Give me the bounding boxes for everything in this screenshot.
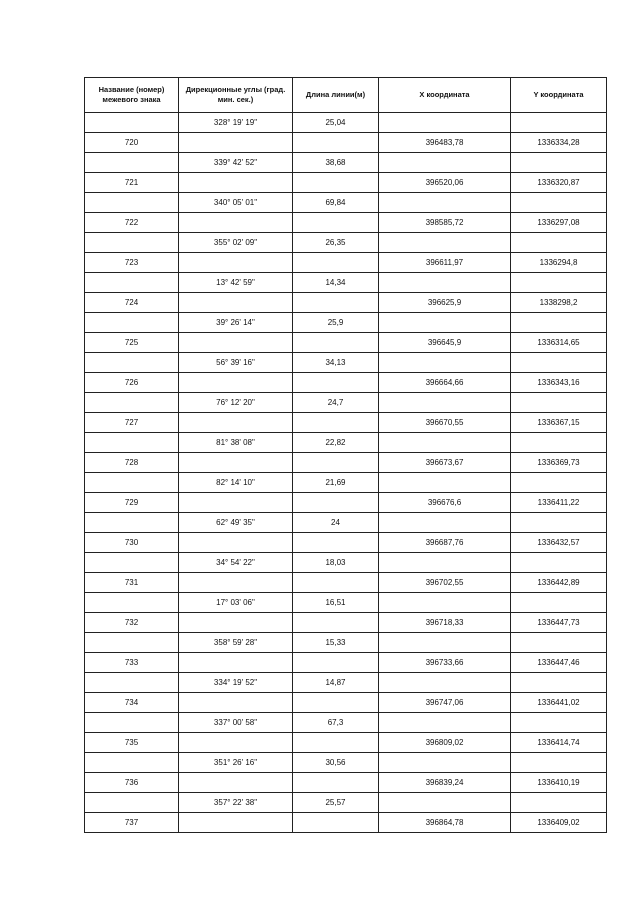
direction-angle-cell: 17° 03' 06" bbox=[179, 593, 293, 613]
empty-cell bbox=[293, 653, 379, 673]
empty-cell bbox=[511, 593, 607, 613]
empty-cell bbox=[179, 133, 293, 153]
line-row bbox=[85, 713, 607, 733]
line-row bbox=[85, 153, 607, 173]
point-row bbox=[85, 333, 607, 353]
line-length-cell: 24,7 bbox=[293, 393, 379, 413]
point-row bbox=[85, 493, 607, 513]
empty-cell bbox=[179, 333, 293, 353]
line-row bbox=[85, 753, 607, 773]
empty-cell bbox=[511, 473, 607, 493]
x-coordinate-cell: 398585,72 bbox=[379, 213, 511, 233]
empty-cell bbox=[379, 753, 511, 773]
empty-cell bbox=[511, 793, 607, 813]
y-coordinate-cell: 1336367,15 bbox=[511, 413, 607, 433]
empty-cell bbox=[179, 373, 293, 393]
x-coordinate-cell: 396718,33 bbox=[379, 613, 511, 633]
empty-cell bbox=[85, 233, 179, 253]
point-name-cell: 734 bbox=[85, 693, 179, 713]
line-row bbox=[85, 513, 607, 533]
empty-cell bbox=[379, 433, 511, 453]
empty-cell bbox=[511, 713, 607, 733]
line-row bbox=[85, 233, 607, 253]
line-row bbox=[85, 313, 607, 333]
empty-cell bbox=[179, 693, 293, 713]
empty-cell bbox=[85, 673, 179, 693]
line-length-cell: 22,82 bbox=[293, 433, 379, 453]
point-row bbox=[85, 413, 607, 433]
y-coordinate-cell: 1336432,57 bbox=[511, 533, 607, 553]
point-row bbox=[85, 733, 607, 753]
y-coordinate-cell: 1336314,65 bbox=[511, 333, 607, 353]
empty-cell bbox=[85, 713, 179, 733]
line-row bbox=[85, 673, 607, 693]
empty-cell bbox=[379, 313, 511, 333]
empty-cell bbox=[511, 233, 607, 253]
empty-cell bbox=[179, 733, 293, 753]
empty-cell bbox=[179, 573, 293, 593]
empty-cell bbox=[293, 573, 379, 593]
direction-angle-cell: 81° 38' 08" bbox=[179, 433, 293, 453]
empty-cell bbox=[511, 513, 607, 533]
empty-cell bbox=[379, 553, 511, 573]
x-coordinate-cell: 396625,9 bbox=[379, 293, 511, 313]
point-row bbox=[85, 813, 607, 833]
line-length-cell: 25,57 bbox=[293, 793, 379, 813]
empty-cell bbox=[293, 293, 379, 313]
point-name-cell: 720 bbox=[85, 133, 179, 153]
line-length-cell: 14,34 bbox=[293, 273, 379, 293]
empty-cell bbox=[511, 433, 607, 453]
x-coordinate-cell: 396483,78 bbox=[379, 133, 511, 153]
x-coordinate-cell: 396702,55 bbox=[379, 573, 511, 593]
point-name-cell: 724 bbox=[85, 293, 179, 313]
x-coordinate-cell: 396687,76 bbox=[379, 533, 511, 553]
direction-angle-cell: 334° 19' 52" bbox=[179, 673, 293, 693]
point-row bbox=[85, 133, 607, 153]
x-coordinate-cell: 396664,66 bbox=[379, 373, 511, 393]
line-row bbox=[85, 353, 607, 373]
line-length-cell: 18,03 bbox=[293, 553, 379, 573]
point-row bbox=[85, 173, 607, 193]
empty-cell bbox=[511, 393, 607, 413]
empty-cell bbox=[511, 153, 607, 173]
empty-cell bbox=[179, 293, 293, 313]
empty-cell bbox=[293, 213, 379, 233]
empty-cell bbox=[85, 793, 179, 813]
y-coordinate-cell: 1336411,22 bbox=[511, 493, 607, 513]
line-length-cell: 69,84 bbox=[293, 193, 379, 213]
empty-cell bbox=[379, 233, 511, 253]
line-row bbox=[85, 553, 607, 573]
direction-angle-cell: 62° 49' 35" bbox=[179, 513, 293, 533]
empty-cell bbox=[85, 633, 179, 653]
y-coordinate-cell: 1336409,02 bbox=[511, 813, 607, 833]
empty-cell bbox=[179, 413, 293, 433]
point-row bbox=[85, 373, 607, 393]
empty-cell bbox=[379, 113, 511, 133]
empty-cell bbox=[85, 473, 179, 493]
empty-cell bbox=[379, 473, 511, 493]
point-row bbox=[85, 213, 607, 233]
empty-cell bbox=[293, 453, 379, 473]
point-name-cell: 731 bbox=[85, 573, 179, 593]
empty-cell bbox=[293, 413, 379, 433]
x-coordinate-cell: 396733,66 bbox=[379, 653, 511, 673]
line-length-cell: 21,69 bbox=[293, 473, 379, 493]
empty-cell bbox=[511, 273, 607, 293]
empty-cell bbox=[85, 313, 179, 333]
empty-cell bbox=[511, 313, 607, 333]
empty-cell bbox=[85, 553, 179, 573]
empty-cell bbox=[179, 773, 293, 793]
line-length-cell: 25,9 bbox=[293, 313, 379, 333]
empty-cell bbox=[379, 673, 511, 693]
direction-angle-cell: 357° 22' 38" bbox=[179, 793, 293, 813]
empty-cell bbox=[511, 193, 607, 213]
empty-cell bbox=[293, 693, 379, 713]
direction-angle-cell: 82° 14' 10" bbox=[179, 473, 293, 493]
empty-cell bbox=[179, 613, 293, 633]
empty-cell bbox=[85, 393, 179, 413]
line-row bbox=[85, 433, 607, 453]
empty-cell bbox=[179, 173, 293, 193]
empty-cell bbox=[379, 153, 511, 173]
empty-cell bbox=[379, 633, 511, 653]
empty-cell bbox=[85, 593, 179, 613]
empty-cell bbox=[379, 273, 511, 293]
line-length-cell: 25,04 bbox=[293, 113, 379, 133]
empty-cell bbox=[179, 533, 293, 553]
y-coordinate-cell: 1338298,2 bbox=[511, 293, 607, 313]
x-coordinate-cell: 396673,67 bbox=[379, 453, 511, 473]
line-length-cell: 14,87 bbox=[293, 673, 379, 693]
empty-cell bbox=[511, 553, 607, 573]
empty-cell bbox=[293, 133, 379, 153]
line-length-cell: 34,13 bbox=[293, 353, 379, 373]
point-row bbox=[85, 253, 607, 273]
line-row bbox=[85, 193, 607, 213]
point-row bbox=[85, 693, 607, 713]
line-row bbox=[85, 473, 607, 493]
y-coordinate-cell: 1336369,73 bbox=[511, 453, 607, 473]
point-name-cell: 737 bbox=[85, 813, 179, 833]
point-name-cell: 723 bbox=[85, 253, 179, 273]
empty-cell bbox=[379, 593, 511, 613]
x-coordinate-cell: 396670,55 bbox=[379, 413, 511, 433]
empty-cell bbox=[379, 713, 511, 733]
empty-cell bbox=[85, 153, 179, 173]
point-name-cell: 730 bbox=[85, 533, 179, 553]
header-y: Y координата bbox=[511, 78, 607, 113]
point-name-cell: 721 bbox=[85, 173, 179, 193]
empty-cell bbox=[179, 813, 293, 833]
empty-cell bbox=[379, 393, 511, 413]
point-name-cell: 725 bbox=[85, 333, 179, 353]
direction-angle-cell: 337° 00' 58" bbox=[179, 713, 293, 733]
empty-cell bbox=[293, 613, 379, 633]
line-row bbox=[85, 273, 607, 293]
point-name-cell: 735 bbox=[85, 733, 179, 753]
empty-cell bbox=[85, 273, 179, 293]
empty-cell bbox=[511, 633, 607, 653]
line-length-cell: 24 bbox=[293, 513, 379, 533]
point-row bbox=[85, 653, 607, 673]
empty-cell bbox=[179, 213, 293, 233]
x-coordinate-cell: 396520,06 bbox=[379, 173, 511, 193]
line-row bbox=[85, 113, 607, 133]
x-coordinate-cell: 396864,78 bbox=[379, 813, 511, 833]
line-length-cell: 15,33 bbox=[293, 633, 379, 653]
table-body bbox=[85, 113, 607, 833]
direction-angle-cell: 56° 39' 16" bbox=[179, 353, 293, 373]
x-coordinate-cell: 396747,06 bbox=[379, 693, 511, 713]
y-coordinate-cell: 1336297,08 bbox=[511, 213, 607, 233]
coordinates-table bbox=[84, 77, 607, 833]
empty-cell bbox=[511, 353, 607, 373]
x-coordinate-cell: 396839,24 bbox=[379, 773, 511, 793]
point-name-cell: 733 bbox=[85, 653, 179, 673]
y-coordinate-cell: 1336294,8 bbox=[511, 253, 607, 273]
x-coordinate-cell: 396611,97 bbox=[379, 253, 511, 273]
point-row bbox=[85, 613, 607, 633]
direction-angle-cell: 355° 02' 09" bbox=[179, 233, 293, 253]
direction-angle-cell: 339° 42' 52" bbox=[179, 153, 293, 173]
empty-cell bbox=[293, 813, 379, 833]
empty-cell bbox=[85, 113, 179, 133]
line-row bbox=[85, 633, 607, 653]
empty-cell bbox=[179, 493, 293, 513]
y-coordinate-cell: 1336414,74 bbox=[511, 733, 607, 753]
point-name-cell: 736 bbox=[85, 773, 179, 793]
point-name-cell: 728 bbox=[85, 453, 179, 473]
point-name-cell: 722 bbox=[85, 213, 179, 233]
x-coordinate-cell: 396809,02 bbox=[379, 733, 511, 753]
empty-cell bbox=[293, 533, 379, 553]
empty-cell bbox=[85, 433, 179, 453]
empty-cell bbox=[379, 353, 511, 373]
direction-angle-cell: 34° 54' 22" bbox=[179, 553, 293, 573]
direction-angle-cell: 340° 05' 01" bbox=[179, 193, 293, 213]
empty-cell bbox=[293, 493, 379, 513]
empty-cell bbox=[179, 653, 293, 673]
point-row bbox=[85, 293, 607, 313]
empty-cell bbox=[379, 193, 511, 213]
x-coordinate-cell: 396676,6 bbox=[379, 493, 511, 513]
empty-cell bbox=[379, 793, 511, 813]
table-header-row bbox=[85, 78, 607, 113]
empty-cell bbox=[293, 733, 379, 753]
empty-cell bbox=[293, 333, 379, 353]
line-length-cell: 26,35 bbox=[293, 233, 379, 253]
header-name: Название (номер) межевого знака bbox=[85, 78, 179, 113]
header-length: Длина линии(м) bbox=[293, 78, 379, 113]
point-row bbox=[85, 573, 607, 593]
point-name-cell: 726 bbox=[85, 373, 179, 393]
y-coordinate-cell: 1336320,87 bbox=[511, 173, 607, 193]
empty-cell bbox=[179, 453, 293, 473]
y-coordinate-cell: 1336410,19 bbox=[511, 773, 607, 793]
header-direction: Дирекционные углы (град. мин. сек.) bbox=[179, 78, 293, 113]
line-length-cell: 38,68 bbox=[293, 153, 379, 173]
point-name-cell: 732 bbox=[85, 613, 179, 633]
line-length-cell: 30,56 bbox=[293, 753, 379, 773]
y-coordinate-cell: 1336343,16 bbox=[511, 373, 607, 393]
y-coordinate-cell: 1336442,89 bbox=[511, 573, 607, 593]
point-row bbox=[85, 453, 607, 473]
point-row bbox=[85, 773, 607, 793]
y-coordinate-cell: 1336447,46 bbox=[511, 653, 607, 673]
empty-cell bbox=[293, 373, 379, 393]
point-row bbox=[85, 533, 607, 553]
line-length-cell: 16,51 bbox=[293, 593, 379, 613]
empty-cell bbox=[85, 753, 179, 773]
line-row bbox=[85, 393, 607, 413]
direction-angle-cell: 358° 59' 28" bbox=[179, 633, 293, 653]
empty-cell bbox=[85, 353, 179, 373]
empty-cell bbox=[293, 773, 379, 793]
line-row bbox=[85, 593, 607, 613]
line-length-cell: 67,3 bbox=[293, 713, 379, 733]
y-coordinate-cell: 1336447,73 bbox=[511, 613, 607, 633]
direction-angle-cell: 328° 19' 19" bbox=[179, 113, 293, 133]
y-coordinate-cell: 1336441,02 bbox=[511, 693, 607, 713]
empty-cell bbox=[379, 513, 511, 533]
empty-cell bbox=[511, 113, 607, 133]
header-x: X координата bbox=[379, 78, 511, 113]
direction-angle-cell: 13° 42' 59" bbox=[179, 273, 293, 293]
point-name-cell: 729 bbox=[85, 493, 179, 513]
empty-cell bbox=[85, 513, 179, 533]
direction-angle-cell: 351° 26' 16" bbox=[179, 753, 293, 773]
empty-cell bbox=[85, 193, 179, 213]
empty-cell bbox=[293, 173, 379, 193]
empty-cell bbox=[293, 253, 379, 273]
point-name-cell: 727 bbox=[85, 413, 179, 433]
line-row bbox=[85, 793, 607, 813]
empty-cell bbox=[511, 673, 607, 693]
empty-cell bbox=[179, 253, 293, 273]
direction-angle-cell: 39° 26' 14" bbox=[179, 313, 293, 333]
y-coordinate-cell: 1336334,28 bbox=[511, 133, 607, 153]
x-coordinate-cell: 396645,9 bbox=[379, 333, 511, 353]
empty-cell bbox=[511, 753, 607, 773]
direction-angle-cell: 76° 12' 20" bbox=[179, 393, 293, 413]
